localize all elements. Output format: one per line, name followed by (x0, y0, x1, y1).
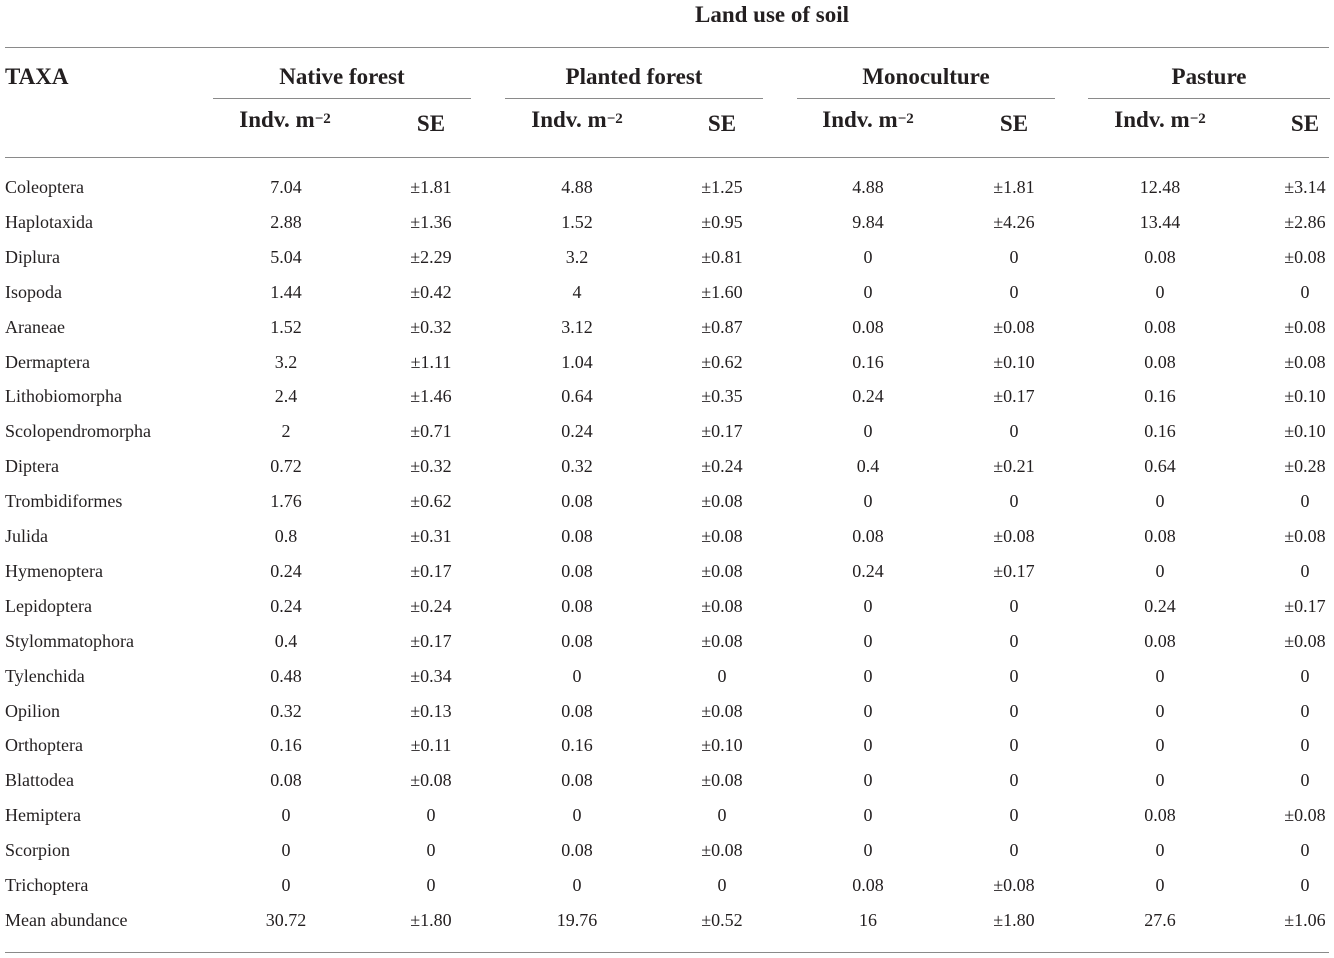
abundance-cell: 0.4 (856, 456, 880, 477)
taxon-cell: Scolopendromorpha (5, 421, 151, 442)
abundance-cell: 0.16 (561, 735, 593, 756)
abundance-cell: 1.04 (561, 351, 593, 372)
se-cell: ±0.95 (701, 211, 743, 232)
abundance-cell: 0.32 (270, 700, 302, 721)
abundance-cell: 30.72 (265, 909, 307, 930)
se-cell: ±0.08 (993, 526, 1035, 546)
abundance-cell: 0 (863, 665, 873, 686)
se-cell: ±4.26 (993, 211, 1035, 232)
abundance-cell: 0 (863, 805, 873, 826)
abundance-cell: 0.08 (1144, 246, 1176, 267)
abundance-cell: 0 (1155, 770, 1165, 791)
se-cell: 0 (1300, 735, 1310, 756)
se-cell: ±0.62 (701, 351, 743, 372)
se-cell: ±0.71 (410, 421, 452, 442)
se-cell: ±0.21 (993, 456, 1035, 477)
taxa-header: TAXA (5, 64, 69, 89)
table-row (0, 694, 1334, 729)
se-cell: 0 (1009, 595, 1019, 616)
se-cell: ±0.08 (701, 840, 743, 861)
table-row (0, 833, 1334, 868)
abundance-cell: 0 (572, 665, 582, 686)
indv-base: Indv. m (1114, 107, 1190, 132)
abundance-cell: 0 (863, 770, 873, 791)
se-cell: ±0.08 (993, 316, 1035, 337)
se-cell: ±0.08 (1284, 630, 1326, 651)
abundance-cell: 0.08 (1144, 316, 1176, 337)
se-cell: ±0.17 (993, 386, 1035, 407)
abundance-cell: 0.08 (1144, 805, 1176, 826)
taxon-cell: Scorpion (5, 840, 70, 861)
abundance-cell: 0.08 (561, 840, 593, 861)
taxon-cell: Julida (5, 526, 48, 546)
se-cell: ±0.81 (701, 246, 743, 267)
abundance-cell: 0.08 (561, 560, 593, 581)
se-cell: 0 (1300, 875, 1310, 895)
abundance-cell: 0 (1155, 840, 1165, 861)
se-cell: ±0.35 (701, 386, 743, 407)
taxon-cell: Lepidoptera (5, 595, 92, 616)
indv-exponent: −2 (314, 111, 331, 127)
group-header-native-forest: Native forest (279, 64, 405, 89)
table-row (0, 589, 1334, 624)
table-row (0, 868, 1334, 903)
se-cell: ±0.32 (410, 316, 452, 337)
abundance-cell: 0.32 (561, 456, 593, 477)
abundance-cell: 0.64 (1144, 456, 1176, 477)
abundance-cell: 0 (281, 805, 291, 826)
abundance-cell: 7.04 (270, 177, 302, 197)
table-row (0, 240, 1334, 275)
table-row (0, 763, 1334, 798)
abundance-cell: 0.72 (270, 456, 302, 477)
group-rule-native-forest (213, 98, 471, 99)
taxon-cell: Orthoptera (5, 735, 83, 756)
abundance-cell: 0.8 (274, 526, 298, 546)
se-cell: 0 (717, 665, 727, 686)
group-header-monoculture: Monoculture (862, 64, 990, 89)
abundance-cell: 0.24 (561, 421, 593, 442)
se-cell: ±0.11 (410, 735, 452, 756)
se-cell: 0 (717, 875, 727, 895)
group-header-pasture: Pasture (1171, 64, 1247, 89)
super-header: Land use of soil (694, 2, 849, 27)
se-cell: 0 (426, 840, 436, 861)
se-cell: ±0.34 (410, 665, 452, 686)
se-cell: ±3.14 (1284, 177, 1326, 197)
se-cell: ±2.86 (1284, 211, 1326, 232)
se-cell: ±0.08 (701, 560, 743, 581)
abundance-cell: 0 (1155, 491, 1165, 512)
se-cell: ±0.10 (1284, 386, 1326, 407)
se-cell: 0 (1300, 491, 1310, 512)
se-cell: ±0.08 (993, 875, 1035, 895)
abundance-cell: 0.24 (270, 560, 302, 581)
abundance-cell: 1.76 (270, 491, 302, 512)
abundance-cell: 0.48 (270, 665, 302, 686)
abundance-cell: 0 (1155, 560, 1165, 581)
se-cell: 0 (1009, 630, 1019, 651)
abundance-cell: 3.2 (565, 246, 589, 267)
abundance-cell: 0 (863, 421, 873, 442)
abundance-cell: 0.08 (561, 770, 593, 791)
se-cell: ±0.62 (410, 491, 452, 512)
group-rule-monoculture (797, 98, 1055, 99)
se-cell: 0 (1009, 281, 1019, 302)
abundance-cell: 0.08 (852, 316, 884, 337)
abundance-cell: 1.44 (270, 281, 302, 302)
taxon-cell: Diptera (5, 456, 59, 477)
table-row (0, 624, 1334, 659)
group-rule-planted-forest (505, 98, 763, 99)
se-cell: ±0.24 (410, 595, 452, 616)
abundance-cell: 3.12 (561, 316, 593, 337)
abundance-cell: 0 (1155, 665, 1165, 686)
taxon-cell: Araneae (5, 316, 65, 337)
abundance-cell: 0 (863, 735, 873, 756)
abundance-cell: 4 (572, 281, 582, 302)
se-cell: 0 (1009, 665, 1019, 686)
indv-header-pasture (1080, 107, 1240, 133)
taxon-cell: Trichoptera (5, 875, 89, 895)
abundance-cell: 0.08 (561, 595, 593, 616)
table-row (0, 310, 1334, 345)
se-cell: ±1.60 (701, 281, 743, 302)
abundance-cell: 0.08 (561, 526, 593, 546)
se-cell: ±0.08 (701, 770, 743, 791)
abundance-cell: 0.4 (274, 630, 298, 651)
se-cell: ±0.08 (701, 630, 743, 651)
se-cell: 0 (426, 875, 436, 895)
se-cell: ±0.17 (410, 630, 452, 651)
se-cell: ±1.81 (410, 177, 452, 197)
se-cell: 0 (1300, 665, 1310, 686)
indv-header-native-forest (205, 107, 365, 133)
abundance-cell: 0 (863, 491, 873, 512)
indv-exponent: −2 (606, 111, 623, 127)
table-row (0, 484, 1334, 519)
abundance-cell: 19.76 (556, 909, 598, 930)
top-rule (5, 47, 1329, 48)
abundance-cell: 0.24 (270, 595, 302, 616)
se-header-native-forest: SE (416, 111, 446, 136)
group-header-planted-forest: Planted forest (565, 64, 703, 89)
se-cell: 0 (1300, 700, 1310, 721)
abundance-cell: 0 (1155, 735, 1165, 756)
bottom-rule (5, 952, 1329, 953)
table-row (0, 205, 1334, 240)
abundance-cell: 0 (863, 246, 873, 267)
indv-header-planted-forest (497, 107, 657, 133)
indv-base: Indv. m (531, 107, 607, 132)
abundance-cell: 9.84 (852, 211, 884, 232)
abundance-cell: 4.88 (852, 177, 884, 197)
abundance-cell: 0.16 (1144, 386, 1176, 407)
se-cell: ±0.08 (701, 595, 743, 616)
abundance-cell: 2.88 (270, 211, 302, 232)
se-cell: ±0.10 (1284, 421, 1326, 442)
se-cell: ±0.08 (1284, 316, 1326, 337)
se-cell: 0 (1009, 735, 1019, 756)
se-cell: ±0.24 (701, 456, 743, 477)
se-cell: ±0.31 (410, 526, 452, 546)
taxon-cell: Coleoptera (5, 177, 84, 197)
se-cell: ±0.08 (1284, 351, 1326, 372)
taxon-cell: Haplotaxida (5, 211, 93, 232)
se-cell: ±0.17 (993, 560, 1035, 581)
abundance-cell: 1.52 (561, 211, 593, 232)
taxon-cell: Trombidiformes (5, 491, 123, 512)
se-cell: ±0.08 (701, 700, 743, 721)
taxon-cell: Hemiptera (5, 805, 81, 826)
table-row (0, 170, 1334, 205)
abundance-cell: 0 (863, 700, 873, 721)
taxon-cell: Stylommatophora (5, 630, 134, 651)
abundance-cell: 0 (572, 805, 582, 826)
table-row (0, 903, 1334, 938)
se-cell: ±1.80 (993, 909, 1035, 930)
se-cell: ±1.46 (410, 386, 452, 407)
taxon-cell: Tylenchida (5, 665, 85, 686)
taxon-cell: Diplura (5, 246, 60, 267)
abundance-cell: 2 (281, 421, 291, 442)
abundance-cell: 0 (863, 630, 873, 651)
abundance-cell: 0 (281, 875, 291, 895)
se-cell: 0 (1300, 770, 1310, 791)
se-header-planted-forest: SE (707, 111, 737, 136)
group-rule-pasture (1088, 98, 1330, 99)
se-cell: 0 (1300, 560, 1310, 581)
se-cell: ±0.08 (701, 526, 743, 546)
abundance-cell: 27.6 (1144, 909, 1176, 930)
abundance-cell: 0 (863, 595, 873, 616)
table-row (0, 554, 1334, 589)
abundance-cell: 13.44 (1139, 211, 1181, 232)
table-row (0, 798, 1334, 833)
abundance-cell: 0.24 (1144, 595, 1176, 616)
se-cell: ±0.87 (701, 316, 743, 337)
table-row (0, 659, 1334, 694)
se-cell: 0 (1009, 491, 1019, 512)
taxon-cell: Isopoda (5, 281, 62, 302)
se-cell: ±0.13 (410, 700, 452, 721)
indv-exponent: −2 (1189, 111, 1206, 127)
table-row (0, 728, 1334, 763)
abundance-cell: 12.48 (1139, 177, 1181, 197)
se-cell: ±0.28 (1284, 456, 1326, 477)
abundance-cell: 0 (281, 840, 291, 861)
abundance-cell: 1.52 (270, 316, 302, 337)
indv-exponent: −2 (897, 111, 914, 127)
se-cell: ±1.06 (1284, 909, 1326, 930)
se-cell: ±0.10 (701, 735, 743, 756)
abundance-cell: 0.16 (852, 351, 884, 372)
abundance-cell: 0.64 (561, 386, 593, 407)
abundance-cell: 0 (863, 840, 873, 861)
abundance-cell: 0 (1155, 875, 1165, 895)
se-cell: ±1.25 (701, 177, 743, 197)
table-row (0, 379, 1334, 414)
indv-header-monoculture (788, 107, 948, 133)
abundance-cell: 0.08 (270, 770, 302, 791)
indv-base: Indv. m (239, 107, 315, 132)
se-header-monoculture: SE (999, 111, 1029, 136)
abundance-cell: 0.08 (561, 700, 593, 721)
se-cell: 0 (1009, 421, 1019, 442)
se-cell: 0 (1300, 840, 1310, 861)
se-cell: ±0.17 (701, 421, 743, 442)
abundance-cell: 0.24 (852, 386, 884, 407)
se-cell: 0 (1300, 281, 1310, 302)
abundance-cell: 0.08 (561, 491, 593, 512)
se-cell: ±0.08 (1284, 526, 1326, 546)
taxon-cell: Hymenoptera (5, 560, 103, 581)
se-cell: ±0.08 (1284, 805, 1326, 826)
se-cell: 0 (1009, 246, 1019, 267)
abundance-cell: 0.16 (270, 735, 302, 756)
abundance-cell: 0.24 (852, 560, 884, 581)
abundance-cell: 2.4 (274, 386, 298, 407)
abundance-cell: 5.04 (270, 246, 302, 267)
se-cell: 0 (1009, 805, 1019, 826)
se-cell: ±1.81 (993, 177, 1035, 197)
abundance-cell: 4.88 (561, 177, 593, 197)
abundance-cell: 0.08 (1144, 526, 1176, 546)
abundance-cell: 0 (1155, 700, 1165, 721)
taxon-cell: Lithobiomorpha (5, 386, 122, 407)
abundance-cell: 0 (863, 281, 873, 302)
header-rule (5, 157, 1329, 158)
abundance-cell: 0.08 (852, 875, 884, 895)
abundance-cell: 0 (572, 875, 582, 895)
se-cell: 0 (1009, 700, 1019, 721)
se-cell: ±0.10 (993, 351, 1035, 372)
se-cell: ±0.32 (410, 456, 452, 477)
abundance-cell: 0.16 (1144, 421, 1176, 442)
table-row (0, 519, 1334, 554)
se-cell: ±0.08 (701, 491, 743, 512)
se-cell: ±2.29 (410, 246, 452, 267)
se-header-pasture: SE (1290, 111, 1320, 136)
abundance-cell: 3.2 (274, 351, 298, 372)
se-cell: ±0.52 (701, 909, 743, 930)
se-cell: 0 (426, 805, 436, 826)
se-cell: ±0.42 (410, 281, 452, 302)
se-cell: 0 (1009, 840, 1019, 861)
taxon-cell: Blattodea (5, 770, 74, 791)
se-cell: ±0.08 (410, 770, 452, 791)
taxon-cell: Dermaptera (5, 351, 90, 372)
se-cell: ±1.36 (410, 211, 452, 232)
table-row (0, 275, 1334, 310)
abundance-cell: 0.08 (561, 630, 593, 651)
se-cell: 0 (717, 805, 727, 826)
se-cell: ±1.80 (410, 909, 452, 930)
abundance-cell: 0 (1155, 281, 1165, 302)
se-cell: ±0.17 (410, 560, 452, 581)
table-row (0, 449, 1334, 484)
se-cell: ±1.11 (410, 351, 452, 372)
abundance-cell: 16 (859, 909, 877, 930)
table-row (0, 414, 1334, 449)
taxon-cell: Mean abundance (5, 909, 128, 930)
se-cell: ±0.17 (1284, 595, 1326, 616)
table-row (0, 345, 1334, 380)
indv-base: Indv. m (822, 107, 898, 132)
abundance-cell: 0.08 (852, 526, 884, 546)
se-cell: 0 (1009, 770, 1019, 791)
taxon-cell: Opilion (5, 700, 61, 721)
se-cell: ±0.08 (1284, 246, 1326, 267)
abundance-cell: 0.08 (1144, 630, 1176, 651)
abundance-cell: 0.08 (1144, 351, 1176, 372)
